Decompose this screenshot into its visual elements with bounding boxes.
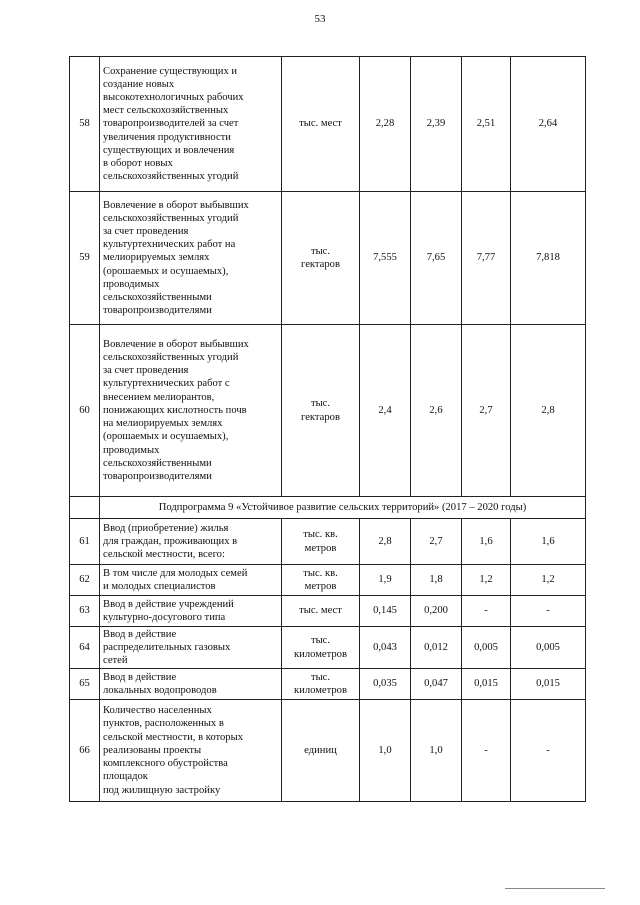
unit-cell: тыс. километров	[282, 669, 360, 700]
row-number: 58	[70, 57, 100, 192]
value-cell: 2,39	[411, 57, 462, 192]
table-row	[70, 565, 586, 596]
value-cell: 1,8	[411, 565, 462, 596]
table-row	[70, 325, 586, 497]
value-cell: 1,2	[511, 565, 586, 596]
value-cell: 7,65	[411, 192, 462, 325]
value-cell: 0,200	[411, 596, 462, 627]
value-cell: 0,012	[411, 627, 462, 669]
value-cell: 2,51	[462, 57, 511, 192]
footer-line	[505, 888, 605, 889]
unit-cell: тыс. мест	[282, 57, 360, 192]
row-number: 63	[70, 596, 100, 627]
row-number: 66	[70, 700, 100, 802]
row-number: 59	[70, 192, 100, 325]
table-row	[70, 596, 586, 627]
row-number: 61	[70, 519, 100, 565]
indicator-name: Вовлечение в оборот выбывших сельскохозяйственных угодий за счет проведения культуртехнических работ на мелиорируемых землях (орошаемых и осушаемых), проводимых сельскохозяйственными товаропроизводителями	[100, 192, 282, 325]
value-cell: 2,64	[511, 57, 586, 192]
value-cell: -	[511, 596, 586, 627]
value-cell: 0,047	[411, 669, 462, 700]
value-cell: -	[511, 700, 586, 802]
value-cell: 0,005	[462, 627, 511, 669]
value-cell: 0,015	[462, 669, 511, 700]
value-cell: 1,9	[360, 565, 411, 596]
row-number: 60	[70, 325, 100, 497]
value-cell: 2,8	[511, 325, 586, 497]
unit-cell: тыс. гектаров	[282, 325, 360, 497]
value-cell: 0,015	[511, 669, 586, 700]
value-cell: 2,7	[411, 519, 462, 565]
section-heading: Подпрограмма 9 «Устойчивое развитие сельских территорий» (2017 – 2020 годы)	[100, 497, 586, 519]
table-row	[70, 519, 586, 565]
indicator-name: В том числе для молодых семей и молодых специалистов	[100, 565, 282, 596]
table-row	[70, 192, 586, 325]
value-cell: 2,8	[360, 519, 411, 565]
indicator-name: Вовлечение в оборот выбывших сельскохозяйственных угодий за счет проведения культуртехнических работ с внесением мелиорантов, понижающих кислотность почв на мелиорируемых землях (орошаемых и осушаемых), проводимых сельскохозяйственными товаропроизводителями	[100, 325, 282, 497]
unit-cell: тыс. кв. метров	[282, 565, 360, 596]
indicator-name: Ввод (приобретение) жилья для граждан, проживающих в сельской местности, всего:	[100, 519, 282, 565]
value-cell: 0,145	[360, 596, 411, 627]
row-number: 64	[70, 627, 100, 669]
value-cell: 0,035	[360, 669, 411, 700]
table-row	[70, 627, 586, 669]
value-cell: 1,6	[462, 519, 511, 565]
unit-cell: тыс. гектаров	[282, 192, 360, 325]
table-row	[70, 700, 586, 802]
value-cell: 1,0	[411, 700, 462, 802]
row-number: 62	[70, 565, 100, 596]
value-cell: 2,4	[360, 325, 411, 497]
page-number: 53	[314, 13, 326, 25]
value-cell: 1,0	[360, 700, 411, 802]
indicators-table	[69, 56, 586, 802]
indicator-name: Ввод в действие учреждений культурно-досугового типа	[100, 596, 282, 627]
table-row	[70, 669, 586, 700]
value-cell: 1,6	[511, 519, 586, 565]
value-cell: 2,28	[360, 57, 411, 192]
indicator-name: Ввод в действие распределительных газовых сетей	[100, 627, 282, 669]
value-cell: -	[462, 596, 511, 627]
indicator-name: Сохранение существующих и создание новых высокотехнологичных рабочих мест сельскохозяйственных товаропроизводителей за счет увеличения продуктивности существующих и вовлечения в оборот новых сельскохозяйственных угодий	[100, 57, 282, 192]
value-cell: 7,818	[511, 192, 586, 325]
value-cell: 0,043	[360, 627, 411, 669]
value-cell: 1,2	[462, 565, 511, 596]
unit-cell: тыс. мест	[282, 596, 360, 627]
unit-cell: тыс. кв. метров	[282, 519, 360, 565]
value-cell: 7,555	[360, 192, 411, 325]
value-cell: 2,6	[411, 325, 462, 497]
indicator-name: Количество населенных пунктов, расположенных в сельской местности, в которых реализованы проекты комплексного обустройства площадок под жилищную застройку	[100, 700, 282, 802]
indicator-name: Ввод в действие локальных водопроводов	[100, 669, 282, 700]
row-number: 65	[70, 669, 100, 700]
value-cell: 2,7	[462, 325, 511, 497]
unit-cell: тыс. километров	[282, 627, 360, 669]
section-row	[70, 497, 586, 519]
value-cell: 7,77	[462, 192, 511, 325]
value-cell: 0,005	[511, 627, 586, 669]
section-num-cell	[70, 497, 100, 519]
table-row	[70, 57, 586, 192]
unit-cell: единиц	[282, 700, 360, 802]
value-cell: -	[462, 700, 511, 802]
